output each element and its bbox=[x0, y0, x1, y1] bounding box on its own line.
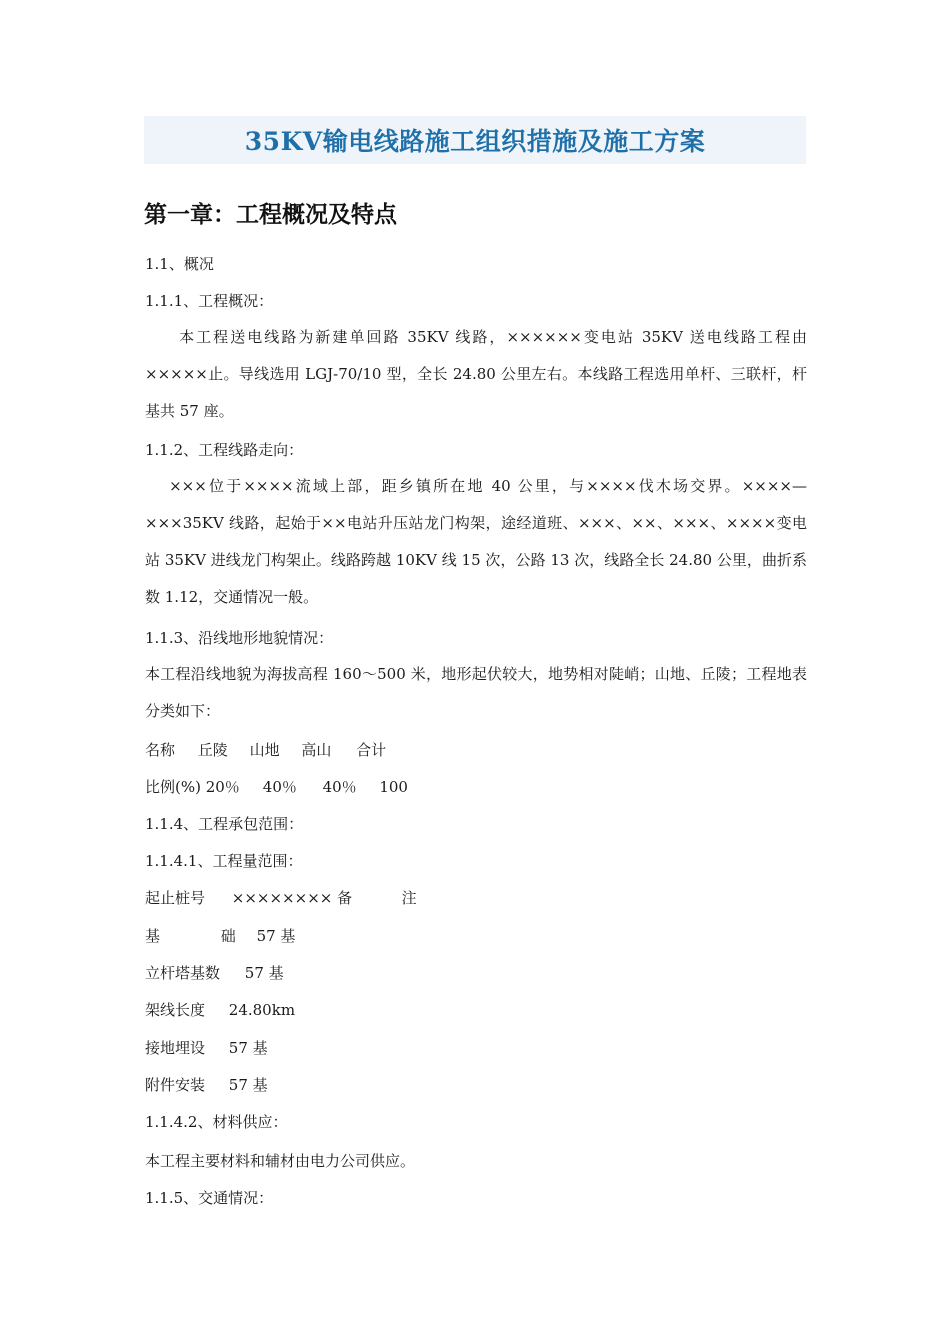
table-cell: 架线长度 bbox=[145, 1001, 206, 1019]
table-cell: 57 基 bbox=[228, 1039, 268, 1057]
terrain-table-header bbox=[145, 739, 386, 760]
table-cell: 附件安装 bbox=[145, 1076, 206, 1094]
table-cell: 接地埋设 bbox=[145, 1039, 206, 1057]
table-cell: 丘陵 bbox=[197, 741, 228, 759]
table-cell: ×××××××× 备 bbox=[231, 889, 353, 907]
section-heading-1-1-4-2: 1.1.4.2、材料供应： bbox=[145, 1113, 288, 1131]
table-cell: 基 bbox=[145, 927, 161, 945]
paragraph-route bbox=[145, 468, 807, 616]
paragraph-terrain bbox=[145, 656, 807, 730]
section-heading-1-1: 1.1、概况 bbox=[145, 255, 214, 273]
paragraph-line: 站 35KV 进线龙门构架止。线路跨越 10KV 线 15 次，公路 13 次，线路全长 24.80 公里，曲折系 bbox=[145, 551, 807, 569]
table-cell: 合计 bbox=[356, 741, 387, 759]
paragraph-line: ×××××止。导线选用 LGJ-70/10 型，全长 24.80 公里左右。本线路工程选用单杆、三联杆，杆 bbox=[145, 365, 807, 383]
table-cell: 57 基 bbox=[228, 1076, 268, 1094]
section-heading-1-1-4: 1.1.4、工程承包范围： bbox=[145, 815, 304, 833]
section-heading-1-1-3: 1.1.3、沿线地形地貌情况： bbox=[145, 629, 334, 647]
table-cell: 山地 bbox=[249, 741, 280, 759]
table-cell: 高山 bbox=[301, 741, 332, 759]
table-cell: 24.80km bbox=[228, 1001, 296, 1019]
table-cell: 57 基 bbox=[256, 927, 296, 945]
table-cell: 立杆塔基数 bbox=[145, 964, 221, 982]
scope-row bbox=[145, 1074, 268, 1095]
scope-row bbox=[145, 925, 295, 946]
scope-row bbox=[145, 1037, 268, 1058]
table-cell: 40％ bbox=[262, 778, 297, 796]
table-cell: 100 bbox=[379, 778, 408, 796]
table-cell: 57 基 bbox=[244, 964, 284, 982]
table-cell: 名称 bbox=[145, 741, 176, 759]
table-cell: 40％ bbox=[322, 778, 357, 796]
section-heading-1-1-4-1: 1.1.4.1、工程量范围： bbox=[145, 852, 303, 870]
table-cell: 础 bbox=[220, 927, 236, 945]
paragraph-line: 本工程沿线地貌为海拔高程 160～500 米，地形起伏较大，地势相对陡峭；山地、丘陵；工程地表 bbox=[145, 665, 807, 683]
scope-row bbox=[145, 887, 417, 908]
terrain-table-row bbox=[145, 776, 408, 797]
scope-row bbox=[145, 999, 295, 1020]
paragraph-overview bbox=[145, 319, 807, 430]
section-heading-1-1-1: 1.1.1、工程概况： bbox=[145, 292, 274, 310]
title-band bbox=[144, 116, 806, 164]
chapter-heading: 第一章：工程概况及特点 bbox=[144, 201, 397, 228]
paragraph-line: 分类如下： bbox=[145, 702, 221, 720]
document-title: 35KV输电线路施工组织措施及施工方案 bbox=[244, 127, 706, 156]
section-heading-1-1-2: 1.1.2、工程线路走向： bbox=[145, 441, 304, 459]
paragraph-line: 数 1.12，交通情况一般。 bbox=[145, 588, 319, 606]
table-cell: 注 bbox=[401, 889, 417, 907]
table-cell: 起止桩号 bbox=[145, 889, 206, 907]
table-cell: 比例(%) 20％ bbox=[145, 778, 240, 796]
paragraph-line: 本工程送电线路为新建单回路 35KV 线路，××××××变电站 35KV 送电线路工程由 bbox=[145, 328, 807, 346]
scope-row bbox=[145, 962, 284, 983]
paragraph-materials: 本工程主要材料和辅材由电力公司供应。 bbox=[145, 1152, 416, 1170]
section-heading-1-1-5: 1.1.5、交通情况： bbox=[145, 1189, 274, 1207]
paragraph-line: ×××位于××××流域上部，距乡镇所在地 40 公里，与××××伐木场交界。××××— bbox=[145, 477, 807, 495]
paragraph-line: ×××35KV 线路，起始于××电站升压站龙门构架，途经道班、×××、××、×××、××××变电 bbox=[145, 514, 807, 532]
paragraph-line: 基共 57 座。 bbox=[145, 402, 234, 420]
